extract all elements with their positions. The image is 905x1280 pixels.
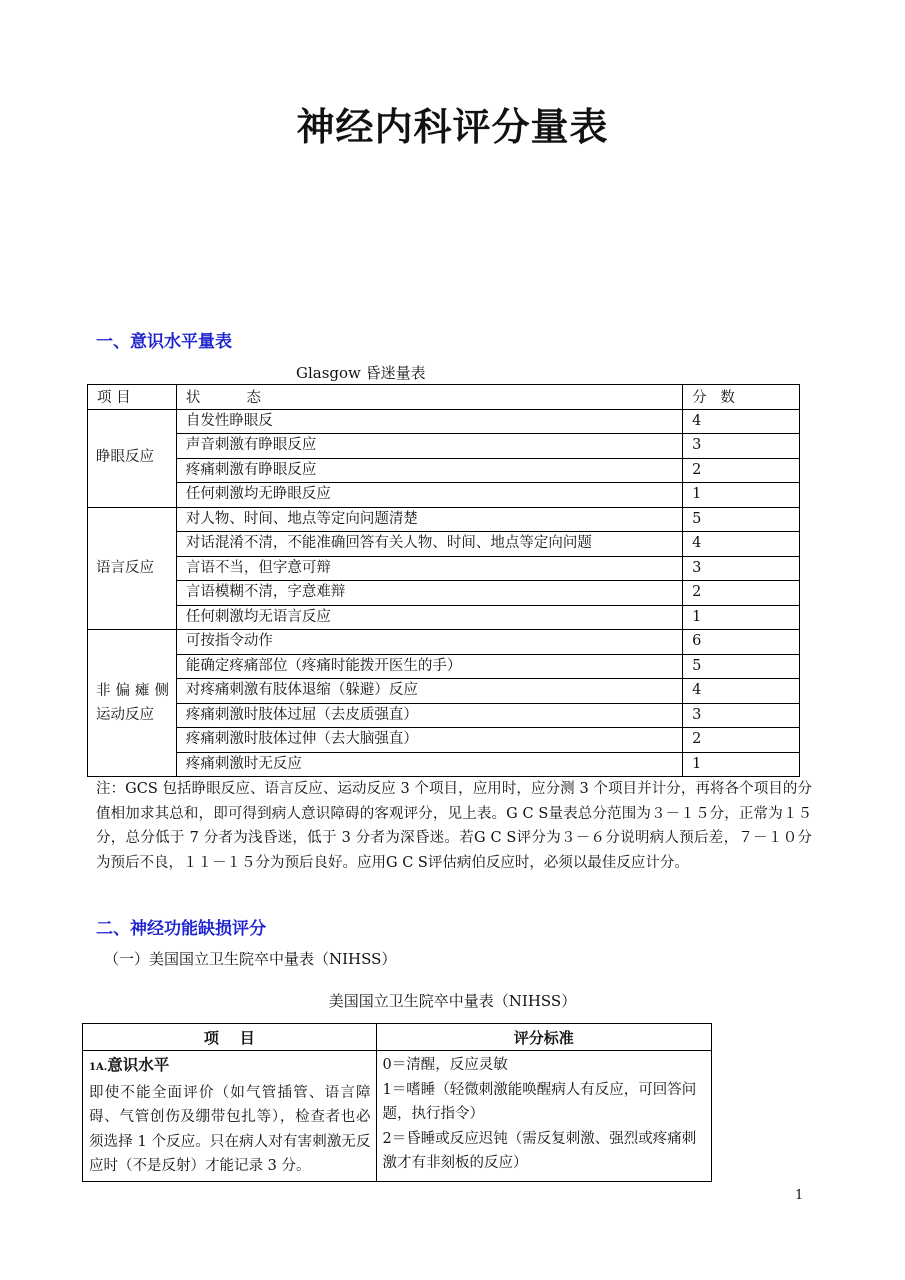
nihss-table [82,1023,712,1182]
gcs-state-cell: 疼痛刺激时无反应 [176,752,682,777]
table-row [88,703,800,728]
table-row [88,556,800,581]
gcs-state-cell: 任何刺激均无语言反应 [176,605,682,630]
nihss-table-caption: 美国国立卫生院卒中量表（NIHSS） [328,992,577,1010]
section1-heading: 一、意识水平量表 [96,332,232,352]
table-row [88,409,800,434]
gcs-state-cell: 言语不当，但字意可辩 [176,556,682,581]
nihss-item-title-line [89,1053,371,1081]
table-row [88,483,800,508]
gcs-state-cell: 对人物、时间、地点等定向问题清楚 [176,507,682,532]
table-row [88,581,800,606]
gcs-score-cell: 1 [683,605,800,630]
gcs-state-cell: 声音刺激有睁眼反应 [176,434,682,459]
nihss-criteria-line: 1＝嗜睡（轻微刺激能唤醒病人有反应，可回答问题，执行指令） [382,1081,697,1122]
gcs-group-motor-line1: 非偏瘫侧 [96,683,174,699]
gcs-score-cell: 1 [683,483,800,508]
gcs-header-score: 分 数 [683,385,800,410]
nihss-subheading: （一）美国国立卫生院卒中量表（NIHSS） [104,950,397,968]
gcs-score-cell: 3 [683,434,800,459]
document-title: 神经内科评分量表 [296,105,609,149]
gcs-state-cell: 能确定疼痛部位（疼痛时能拨开医生的手） [176,654,682,679]
table-row [83,1051,712,1182]
gcs-score-cell: 4 [683,409,800,434]
gcs-table [87,384,800,777]
gcs-state-cell: 疼痛刺激时肢体过伸（去大脑强直） [176,728,682,753]
gcs-group-motor [88,630,177,777]
gcs-score-cell: 1 [683,752,800,777]
table-row [88,630,800,655]
gcs-score-cell: 2 [683,581,800,606]
nihss-criteria-cell [376,1051,711,1182]
nihss-item-cell [83,1051,377,1182]
nihss-criteria-line: 0＝清醒，反应灵敏 [382,1057,508,1073]
nihss-item-description: 即使不能全面评价（如气管插管、语言障碍、气管创伤及绷带包扎等），检查者也必须选择 1 个反应。只在病人对有害刺激无反应时（不是反射）才能记录 3 分。 [89,1084,371,1174]
gcs-state-cell: 疼痛刺激有睁眼反应 [176,458,682,483]
table-row [88,532,800,557]
gcs-score-cell: 4 [683,532,800,557]
gcs-score-cell: 2 [683,728,800,753]
gcs-state-cell: 对疼痛刺激有肢体退缩（躲避）反应 [176,679,682,704]
gcs-score-cell: 4 [683,679,800,704]
table-row [88,679,800,704]
gcs-header-state: 状 态 [176,385,682,410]
gcs-group-eye: 睁眼反应 [88,409,177,507]
gcs-state-cell: 对话混淆不清，不能准确回答有关人物、时间、地点等定向问题 [176,532,682,557]
nihss-item-prefix: 1A. [89,1062,108,1073]
nihss-header-item: 项 目 [83,1024,377,1051]
gcs-group-verbal: 语言反应 [88,507,177,630]
nihss-item-title: 意识水平 [107,1056,170,1074]
gcs-score-cell: 3 [683,703,800,728]
nihss-criteria-line: 2＝昏睡或反应迟钝（需反复刺激、强烈或疼痛刺激才有非刻板的反应） [382,1130,697,1171]
gcs-score-cell: 3 [683,556,800,581]
gcs-header-item: 项 目 [88,385,177,410]
section2-heading: 二、神经功能缺损评分 [96,919,266,939]
gcs-state-cell: 可按指令动作 [176,630,682,655]
gcs-score-cell: 5 [683,507,800,532]
gcs-group-motor-line2: 运动反应 [96,707,154,723]
table-row [88,605,800,630]
table-row [88,752,800,777]
gcs-header-row [88,385,800,410]
table-row [88,434,800,459]
table-row [88,458,800,483]
gcs-score-cell: 5 [683,654,800,679]
nihss-header-criteria: 评分标准 [376,1024,711,1051]
gcs-state-cell: 自发性睁眼反 [176,409,682,434]
nihss-header-row [83,1024,712,1051]
gcs-state-cell: 言语模糊不清，字意难辩 [176,581,682,606]
table-row [88,507,800,532]
gcs-state-cell: 疼痛刺激时肢体过屈（去皮质强直） [176,703,682,728]
gcs-score-cell: 6 [683,630,800,655]
table-row [88,654,800,679]
gcs-score-cell: 2 [683,458,800,483]
gcs-note: 注：GCS 包括睁眼反应、语言反应、运动反应 3 个项目，应用时，应分测 3 个项目并计分，再将各个项目的分值相加求其总和，即可得到病人意识障碍的客观评分，见上表。G C S量表总分范围为３－１５分，正常为１５分，总分低于 7 分者为浅昏迷，低于 3 分者为深昏迷。若G C S评分为３－６分说明病人预后差，７－１０分为预后不良，１１－１５分为预后良好。应用G C S评估病伯反应时，必须以最佳反应计分。 [96,781,812,871]
table-row [88,728,800,753]
gcs-table-caption: Glasgow 昏迷量表 [296,364,426,382]
page-number: 1 [795,1188,804,1203]
gcs-state-cell: 任何刺激均无睁眼反应 [176,483,682,508]
